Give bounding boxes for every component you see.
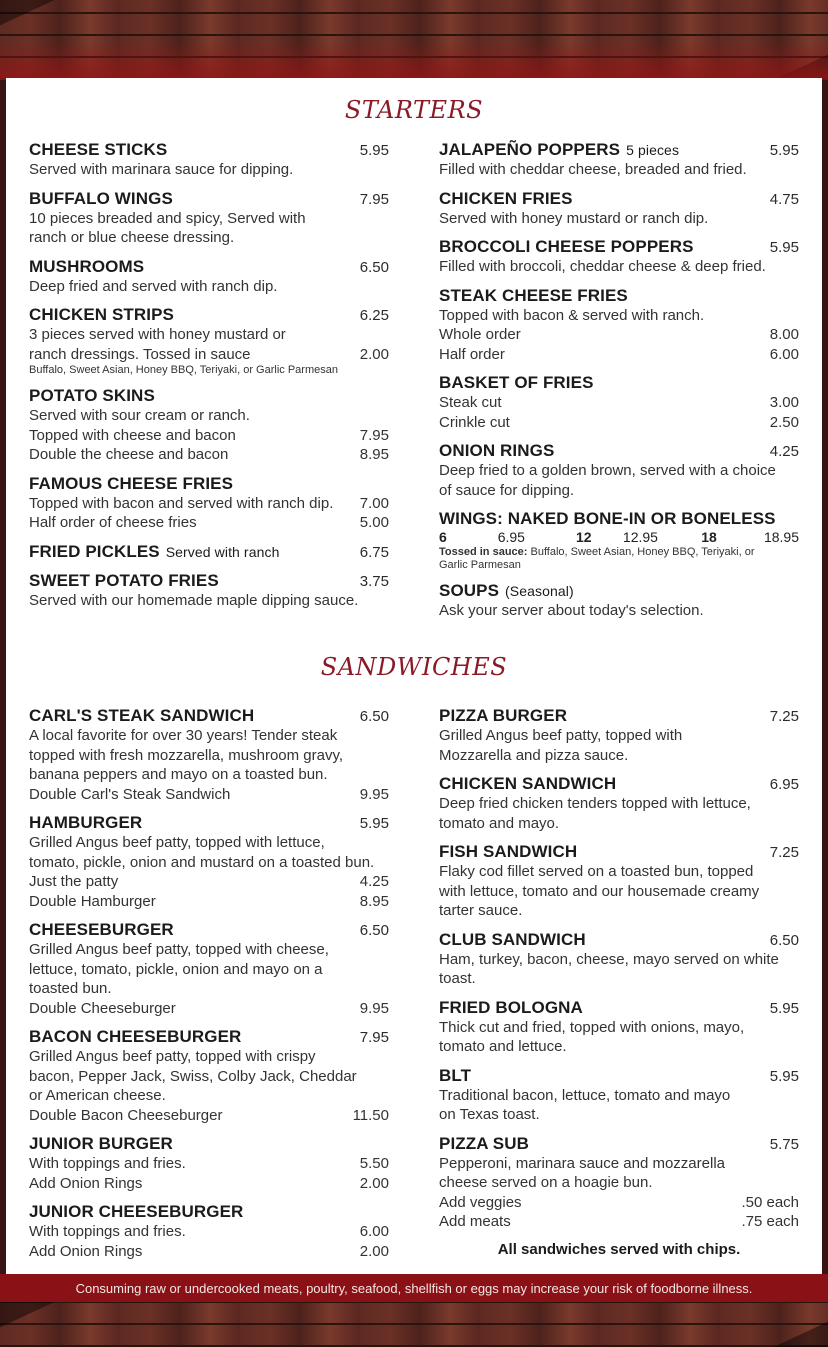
item-description: Filled with cheddar cheese, breaded and fried. xyxy=(439,161,747,178)
item-description: Ask your server about today's selection. xyxy=(439,602,704,619)
item-name: CLUB SANDWICH xyxy=(439,929,586,949)
item-option xyxy=(29,1222,389,1242)
option-label: Topped with cheese and bacon xyxy=(29,426,236,444)
item-option xyxy=(439,393,799,413)
item-header xyxy=(439,373,799,393)
option-price: 2.00 xyxy=(359,1174,389,1192)
item-sauce-list: Buffalo, Sweet Asian, Honey BBQ, Teriyaki, or Garlic Parmesan xyxy=(29,364,338,376)
option-label: Double Cheeseburger xyxy=(29,999,176,1017)
item-header xyxy=(29,542,389,562)
starters-left-column xyxy=(29,140,389,619)
wings-price: 6.95 xyxy=(497,529,525,545)
item-description: tarter sauce. xyxy=(439,902,523,919)
menu-item xyxy=(439,140,799,180)
menu-item xyxy=(29,542,389,562)
item-description: Served with marinara sauce for dipping. xyxy=(29,161,294,178)
item-option xyxy=(29,892,389,912)
item-description: ranch or blue cheese dressing. xyxy=(29,229,235,246)
item-price: 6.95 xyxy=(769,776,799,793)
item-description: Traditional bacon, lettuce, tomato and mayo xyxy=(439,1086,731,1104)
menu-item xyxy=(29,571,389,611)
item-description: with lettuce, tomato and our housemade creamy xyxy=(439,882,760,900)
item-header xyxy=(29,474,389,494)
wings-count: 6 xyxy=(439,529,447,545)
item-name: BLT xyxy=(439,1065,472,1085)
menu-item xyxy=(29,706,389,804)
menu-item-soups xyxy=(439,581,799,621)
item-description: Grilled Angus beef patty, topped with cheese, xyxy=(29,941,329,958)
brick-header-decoration xyxy=(0,0,828,80)
menu-item xyxy=(439,441,799,500)
option-price: 2.00 xyxy=(359,1242,389,1260)
item-name: CHEESEBURGER xyxy=(29,920,174,939)
menu-item xyxy=(29,305,389,377)
item-price: 6.50 xyxy=(359,922,389,939)
item-price: 7.25 xyxy=(769,708,799,725)
option-label: Just the patty xyxy=(29,873,119,890)
item-name: BACON CHEESEBURGER xyxy=(29,1027,242,1046)
menu-item xyxy=(439,774,799,833)
wings-price: 18.95 xyxy=(763,529,800,545)
option-label: Add veggies xyxy=(439,1193,522,1211)
item-price: 5.95 xyxy=(769,999,799,1017)
item-header xyxy=(29,140,389,160)
item-description: topped with fresh mozzarella, mushroom gravy, xyxy=(29,746,344,764)
item-name: CHICKEN STRIPS xyxy=(29,305,174,324)
menu-item xyxy=(439,373,799,432)
option-price: 2.50 xyxy=(769,413,799,431)
item-description: toast. xyxy=(439,970,476,987)
item-name: BUFFALO WINGS xyxy=(29,188,173,208)
item-description: 3 pieces served with honey mustard or xyxy=(29,326,286,343)
item-description: 10 pieces breaded and spicy, Served with xyxy=(29,209,306,227)
item-header xyxy=(29,706,389,726)
item-name: CHICKEN FRIES xyxy=(439,188,573,208)
wings-count: 12 xyxy=(575,529,592,545)
item-option xyxy=(29,494,389,514)
starters-right-column xyxy=(439,140,799,630)
item-price: 5.95 xyxy=(769,1067,799,1085)
option-price: 2.00 xyxy=(359,345,389,363)
option-price: 6.00 xyxy=(769,345,799,363)
item-header xyxy=(29,920,389,940)
item-price: 5.95 xyxy=(359,815,389,832)
wings-price: 12.95 xyxy=(622,529,658,545)
item-price: 6.50 xyxy=(359,708,389,725)
option-label: Double Bacon Cheeseburger xyxy=(29,1106,223,1124)
item-description: tomato, pickle, onion and mustard on a toasted bun. xyxy=(29,853,375,871)
sandwiches-footnote: All sandwiches served with chips. xyxy=(497,1240,741,1258)
menu-item xyxy=(439,930,799,989)
item-option xyxy=(29,999,389,1019)
item-header xyxy=(29,386,389,406)
item-name: ONION RINGS xyxy=(439,441,555,460)
item-description: Pepperoni, marinara sauce and mozzarella xyxy=(439,1154,725,1172)
menu-item xyxy=(29,1202,389,1261)
item-header xyxy=(439,140,799,160)
option-label: Add Onion Rings xyxy=(29,1242,143,1260)
item-name: POTATO SKINS xyxy=(29,386,155,405)
item-price: 5.75 xyxy=(769,1135,799,1153)
item-description: Grilled Angus beef patty, topped with crispy xyxy=(29,1048,316,1065)
wings-sauce-text-2: Garlic Parmesan xyxy=(439,559,521,571)
item-note: Served with ranch xyxy=(165,543,280,560)
wings-sauce-text: Buffalo, Sweet Asian, Honey BBQ, Teriyaki, or xyxy=(527,546,755,558)
menu-item xyxy=(29,1027,389,1125)
item-description: A local favorite for over 30 years! Tender steak xyxy=(29,727,338,744)
sandwiches-right-column xyxy=(439,706,799,1258)
item-description: on Texas toast. xyxy=(439,1106,540,1123)
item-name: CHEESE STICKS xyxy=(29,140,168,159)
item-option xyxy=(29,1174,389,1194)
item-name: WINGS: NAKED BONE-IN OR BONELESS xyxy=(439,509,776,528)
menu-item xyxy=(29,189,389,248)
item-description: lettuce, tomato, pickle, onion and mayo on a xyxy=(29,960,323,978)
menu-item xyxy=(29,474,389,533)
item-header xyxy=(29,571,389,591)
item-description: toasted bun. xyxy=(29,980,112,997)
item-name: FISH SANDWICH xyxy=(439,842,578,861)
item-header xyxy=(439,706,799,726)
item-description: cheese served on a hoagie bun. xyxy=(439,1174,653,1191)
item-option xyxy=(439,413,799,433)
item-description: of sauce for dipping. xyxy=(439,481,575,499)
starters-title: STARTERS xyxy=(344,96,484,124)
item-option xyxy=(29,1242,389,1262)
option-price: 8.00 xyxy=(769,326,799,343)
item-price: 7.25 xyxy=(769,844,799,861)
item-header xyxy=(439,930,799,950)
item-name: CARL'S STEAK SANDWICH xyxy=(29,706,255,725)
item-description: Filled with broccoli, cheddar cheese & deep fried. xyxy=(439,258,766,275)
menu-item xyxy=(439,286,799,365)
item-header xyxy=(29,257,389,277)
health-notice: Consuming raw or undercooked meats, poultry, seafood, shellfish or eggs may increase your risk of foodborne illness. xyxy=(0,1274,828,1304)
item-price: 5.95 xyxy=(769,239,799,256)
item-price: 6.50 xyxy=(359,258,389,276)
option-price: 4.25 xyxy=(359,873,389,890)
item-option xyxy=(29,345,389,365)
option-price: 5.50 xyxy=(359,1155,389,1172)
item-price: 5.95 xyxy=(769,142,799,159)
option-label: Add Onion Rings xyxy=(29,1174,143,1192)
item-name: JALAPEÑO POPPERS 5 pieces xyxy=(439,140,680,159)
item-option xyxy=(29,785,389,805)
option-label: Whole order xyxy=(439,326,521,343)
item-option xyxy=(439,1193,799,1213)
item-header xyxy=(29,189,389,209)
item-option xyxy=(29,445,389,465)
option-label: Half order xyxy=(439,345,505,363)
option-price: 5.00 xyxy=(359,514,389,531)
item-option xyxy=(29,872,389,892)
item-price: 5.95 xyxy=(359,142,389,159)
item-header xyxy=(439,1134,799,1154)
option-label: Steak cut xyxy=(439,394,502,411)
wings-sauce-list xyxy=(439,546,799,559)
item-header xyxy=(439,842,799,862)
item-option xyxy=(439,325,799,345)
item-description: bacon, Pepper Jack, Swiss, Colby Jack, Cheddar xyxy=(29,1067,357,1085)
item-description: Flaky cod fillet served on a toasted bun, topped xyxy=(439,863,754,880)
item-name: BROCCOLI CHEESE POPPERS xyxy=(439,237,694,256)
item-price: 6.25 xyxy=(359,307,389,324)
option-price: 7.00 xyxy=(359,494,389,512)
item-description: tomato and lettuce. xyxy=(439,1038,567,1055)
item-description: Deep fried chicken tenders topped with lettuce, xyxy=(439,795,751,812)
option-price: .50 each xyxy=(741,1193,799,1211)
option-label: With toppings and fries. xyxy=(29,1223,186,1240)
sandwiches-left-column xyxy=(29,706,389,1270)
wings-sauce-label: Tossed in sauce: xyxy=(439,546,528,558)
item-description: Grilled Angus beef patty, topped with xyxy=(439,727,683,744)
option-label: With toppings and fries. xyxy=(29,1155,186,1172)
option-price: 6.00 xyxy=(359,1223,389,1240)
item-description: Thick cut and fried, topped with onions, mayo, xyxy=(439,1018,745,1036)
sandwiches-title: SANDWICHES xyxy=(320,653,508,681)
menu-item-wings xyxy=(439,509,799,572)
item-description: tomato and mayo. xyxy=(439,814,560,832)
item-header xyxy=(29,305,389,325)
item-description: Deep fried and served with ranch dip. xyxy=(29,277,278,295)
item-name: STEAK CHEESE FRIES xyxy=(439,285,628,305)
option-price: 9.95 xyxy=(359,999,389,1017)
menu-item xyxy=(29,813,389,911)
item-header xyxy=(439,1066,799,1086)
item-option xyxy=(29,513,389,533)
menu-item xyxy=(439,1134,799,1232)
item-header xyxy=(439,774,799,794)
item-name: HAMBURGER xyxy=(29,813,143,832)
wings-sizes xyxy=(439,529,799,546)
item-note: 5 pieces xyxy=(626,142,680,158)
item-header xyxy=(439,189,799,209)
item-header xyxy=(29,813,389,833)
item-description: Ham, turkey, bacon, cheese, mayo served on white xyxy=(439,950,779,968)
menu-item xyxy=(439,189,799,229)
option-price: 8.95 xyxy=(359,892,389,910)
option-price: 9.95 xyxy=(359,785,389,803)
menu-item xyxy=(439,237,799,277)
menu-item xyxy=(29,386,389,465)
item-header xyxy=(29,1027,389,1047)
item-option xyxy=(439,345,799,365)
option-label: Crinkle cut xyxy=(439,413,510,431)
option-price: 7.95 xyxy=(359,426,389,444)
option-price: 8.95 xyxy=(359,446,389,463)
item-option xyxy=(29,426,389,446)
menu-item xyxy=(29,140,389,180)
item-price: 4.75 xyxy=(769,190,799,208)
item-name: JUNIOR BURGER xyxy=(29,1134,173,1153)
item-price: 6.50 xyxy=(769,931,799,949)
item-header xyxy=(439,998,799,1018)
option-price: .75 each xyxy=(741,1213,799,1230)
option-label: Add meats xyxy=(439,1213,511,1230)
item-name: SOUPS (Seasonal) xyxy=(439,581,574,600)
option-label: Topped with bacon and served with ranch dip. xyxy=(29,494,334,512)
item-description: Served with our homemade maple dipping sauce. xyxy=(29,591,359,609)
option-label: Half order of cheese fries xyxy=(29,514,197,531)
option-label: Double Hamburger xyxy=(29,892,156,910)
menu-item xyxy=(439,998,799,1057)
item-price: 7.95 xyxy=(359,190,389,208)
item-header xyxy=(29,1202,389,1222)
item-price: 3.75 xyxy=(359,572,389,590)
item-description: Served with honey mustard or ranch dip. xyxy=(439,209,709,227)
menu-item xyxy=(29,257,389,297)
option-price: 11.50 xyxy=(352,1106,389,1124)
item-name: FAMOUS CHEESE FRIES xyxy=(29,473,234,493)
item-price: 6.75 xyxy=(359,543,389,561)
option-label: Double the cheese and bacon xyxy=(29,446,229,463)
item-header xyxy=(439,441,799,461)
item-header xyxy=(439,286,799,306)
item-price: 4.25 xyxy=(769,443,799,460)
item-description: Mozzarella and pizza sauce. xyxy=(439,746,629,764)
item-name: FRIED PICKLES Served with ranch xyxy=(29,541,280,561)
item-name: FRIED BOLOGNA xyxy=(439,997,583,1017)
item-description: Grilled Angus beef patty, topped with lettuce, xyxy=(29,834,325,851)
item-option xyxy=(29,1154,389,1174)
option-label: Double Carl's Steak Sandwich xyxy=(29,785,231,803)
item-name: CHICKEN SANDWICH xyxy=(439,774,617,793)
item-name: BASKET OF FRIES xyxy=(439,373,594,392)
item-name: SWEET POTATO FRIES xyxy=(29,570,219,590)
item-header xyxy=(439,237,799,257)
menu-item xyxy=(29,920,389,1018)
option-price: 3.00 xyxy=(769,394,799,411)
item-name: MUSHROOMS xyxy=(29,256,145,276)
item-description: banana peppers and mayo on a toasted bun. xyxy=(29,766,328,783)
item-price: 7.95 xyxy=(359,1029,389,1046)
item-name: PIZZA SUB xyxy=(439,1133,529,1153)
brick-footer-decoration xyxy=(0,1302,828,1347)
menu-item xyxy=(439,706,799,765)
item-description: Topped with bacon & served with ranch. xyxy=(439,306,705,324)
item-option xyxy=(29,1106,389,1126)
menu-item xyxy=(439,842,799,921)
item-name: PIZZA BURGER xyxy=(439,706,568,725)
item-note: (Seasonal) xyxy=(505,583,574,599)
menu-item xyxy=(439,1066,799,1125)
item-description: Deep fried to a golden brown, served with a choice xyxy=(439,462,776,479)
option-label: ranch dressings. Tossed in sauce xyxy=(29,345,251,363)
item-name: JUNIOR CHEESEBURGER xyxy=(29,1202,244,1221)
menu-item xyxy=(29,1134,389,1193)
item-header xyxy=(29,1134,389,1154)
item-description: or American cheese. xyxy=(29,1087,166,1104)
item-description: Served with sour cream or ranch. xyxy=(29,407,250,424)
item-option xyxy=(439,1212,799,1232)
wings-count: 18 xyxy=(701,529,717,545)
